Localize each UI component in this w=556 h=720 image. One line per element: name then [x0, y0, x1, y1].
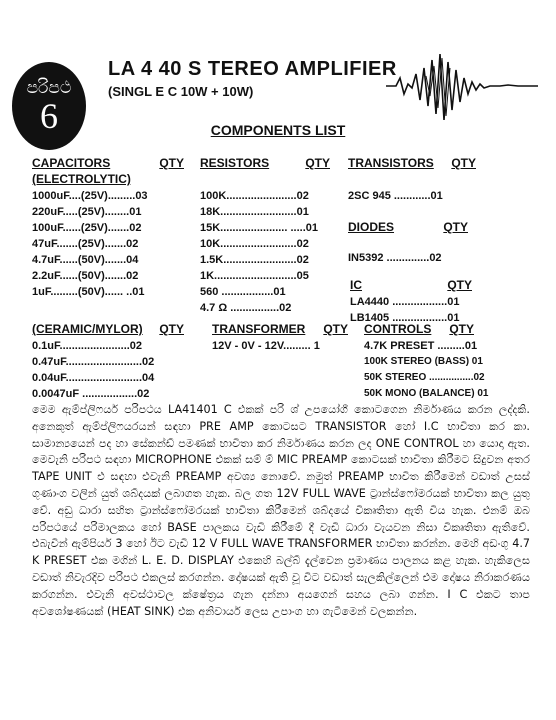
list-item: 50K STEREO ................02 [364, 372, 485, 383]
list-item: 2.2uF......(50V).......02 [32, 270, 139, 282]
list-item: 50K MONO (BALANCE) 01 [364, 388, 489, 399]
list-item: 4.7K PRESET .........01 [364, 340, 478, 352]
capacitors-subheader: (ELECTROLYTIC) [32, 172, 131, 186]
transistors-header-row [348, 156, 476, 172]
transformer-column [212, 322, 348, 354]
ic-header: IC [350, 278, 362, 292]
controls-header-row [364, 322, 474, 338]
page-subtitle: (SINGL E C 10W + 10W) [108, 84, 254, 99]
capacitors-header: CAPACITORS [32, 156, 111, 170]
resistors-header: RESISTORS [200, 156, 270, 170]
waveform-graphic [386, 48, 538, 126]
transformer-header: TRANSFORMER [212, 322, 306, 336]
transistors-header: TRANSISTORS [348, 156, 434, 170]
ic-header-row [350, 278, 472, 294]
list-item: IN5392 ..............02 [348, 252, 442, 264]
capacitors-qty-label: QTY [159, 156, 184, 170]
list-item: 4.7 Ω ................02 [200, 302, 292, 314]
page-title: LA 4 40 S TEREO AMPLIFIER [108, 58, 397, 80]
badge-label: පරිපථ [26, 78, 72, 98]
list-item: 15K...................... .....01 [200, 222, 318, 234]
body-paragraph: මෙම ඇම්ප්ලිෆයර් පරිපථය LA41401 C එකක් පරි ශ් උපයෝගී කොටගෙන නිර්මාණය කරන ලද්දකි. අනෙකුත් ඇම්ප්ලිෆයරයන් සඳහා PRE AMP කොටසට TRANSISTOR හෝ I.C භාවිතා කර කා. සාමාන්‍යයෙන් පද හා සේකන්ඩ් පමණක් භාවිතා කර නිර්මාණය කරන ලද ONE CONTROL හා යොදා ඇත. මෙවැනි පරිපථ සඳහා MICROPHONE එකක් සම් ම් MIC PREAMP කොටසක් භාවිතා කිරීමට සිදුවන අතර TAPE UNIT එ සඳහා එවැනි PREAMP අවශ්‍ය නොවේ. නමුත් PREAMP භාවිත කිරීමෙන් වඩාත් උසස් ගුණාංග වලින් යුත් ශබ්දයක් ලබාගත හැක. බල ගත 12V FULL WAVE ට්‍රාන්ස්ෆෝමරයක් භාවිතා කල යුතු වේ. අඩු ධාරා සහිත ට්‍රාන්ස්ෆෝමරයක් භාවිතා කිරීමෙන් ශබ්දයේ විකෘතිතා ඇති විය හැක. එනම් ඔබ පරිපථයේ පරිමාලකය හෝ BASE පාලකය වැඩි කිරීමේ දී වැඩි ධාරා වැයවන නිසා විකෘතිතා ඇතිවේ. එබැවින් ඇම්පියර් 3 හෝ ඊට වැඩි 12 V FULL WAVE TRANSFORMER භාවිතා කරන්න. මෙහි අඩංගු 4.7 K PRESET එක මගින් L. E. D. DISPLAY එකෙහි බල්බ් දැල්වෙන ප්‍රමාණය පාලනය කළ හැක. හැකිලෙස වඩාත් නිවැරදිව පරිපථ එකලස් කරගන්න. දෝෂයක් ඇති වූ විට වඩාත් සැලකිල්ලෙන් එම දෝෂය නිරාකරණය කරගන්න. එවැනි අවස්ථාවල ක්ෂේත්‍රය ගැන දන්නා අයගෙන් සහය ලබා ගන්න. I C එකට තාප අවශෝෂණයක් (HEAT SINK) එක අනිවාර්ය ලෙස උපාංග හා ගැටීමෙන් වලකන්න. [32, 403, 530, 618]
ceramic-column [32, 322, 184, 402]
list-item: 0.1uF.......................02 [32, 340, 143, 352]
list-item: 18K.........................01 [200, 206, 309, 218]
resistors-column [200, 156, 330, 316]
list-item: 10K.........................02 [200, 238, 309, 250]
transformer-header-row [212, 322, 348, 338]
list-item: 12V - 0V - 12V......... 1 [212, 340, 320, 352]
transistors-column [348, 156, 476, 204]
ceramic-header: (CERAMIC/MYLOR) [32, 322, 143, 336]
diodes-qty-label: QTY [443, 220, 468, 234]
list-item: 2SC 945 ............01 [348, 190, 443, 202]
list-item: 1.5K........................02 [200, 254, 309, 266]
list-item: 560 .................01 [200, 286, 286, 298]
diodes-header-row [348, 220, 468, 236]
transistors-qty-label: QTY [451, 156, 476, 170]
list-item: 1K...........................05 [200, 270, 309, 282]
controls-header: CONTROLS [364, 322, 432, 336]
resistors-header-row [200, 156, 330, 172]
list-item: 100uF......(25V).......02 [32, 222, 142, 234]
list-item: 47uF.......(25V).......02 [32, 238, 139, 250]
list-item: LA4440 ..................01 [350, 296, 460, 308]
list-item: 0.47uF.........................02 [32, 356, 155, 368]
ic-qty-label: QTY [447, 278, 472, 292]
transformer-qty-label: QTY [323, 322, 348, 336]
list-item: 0.04uF.........................04 [32, 372, 155, 384]
diodes-column [348, 220, 468, 266]
ceramic-qty-label: QTY [159, 322, 184, 336]
diodes-header: DIODES [348, 220, 395, 234]
resistors-qty-label: QTY [305, 156, 330, 170]
list-item: 1uF.........(50V)...... ..01 [32, 286, 145, 298]
capacitors-column [32, 156, 184, 300]
list-item: LB1405 ..................01 [350, 312, 460, 324]
list-item: 220uF.....(25V)........01 [32, 206, 142, 218]
list-item: 100K.......................02 [200, 190, 309, 202]
list-item: 4.7uF......(50V).......04 [32, 254, 139, 266]
controls-qty-label: QTY [449, 322, 474, 336]
components-list-title: COMPONENTS LIST [210, 122, 346, 138]
ic-column [350, 278, 472, 326]
controls-column [364, 322, 489, 402]
badge-number: 6 [40, 96, 58, 136]
ceramic-header-row [32, 322, 184, 338]
capacitors-header-row [32, 156, 184, 172]
list-item: 1000uF....(25V).........03 [32, 190, 148, 202]
list-item: 0.0047uF ..................02 [32, 388, 150, 400]
list-item: 100K STEREO (BASS) 01 [364, 356, 483, 367]
